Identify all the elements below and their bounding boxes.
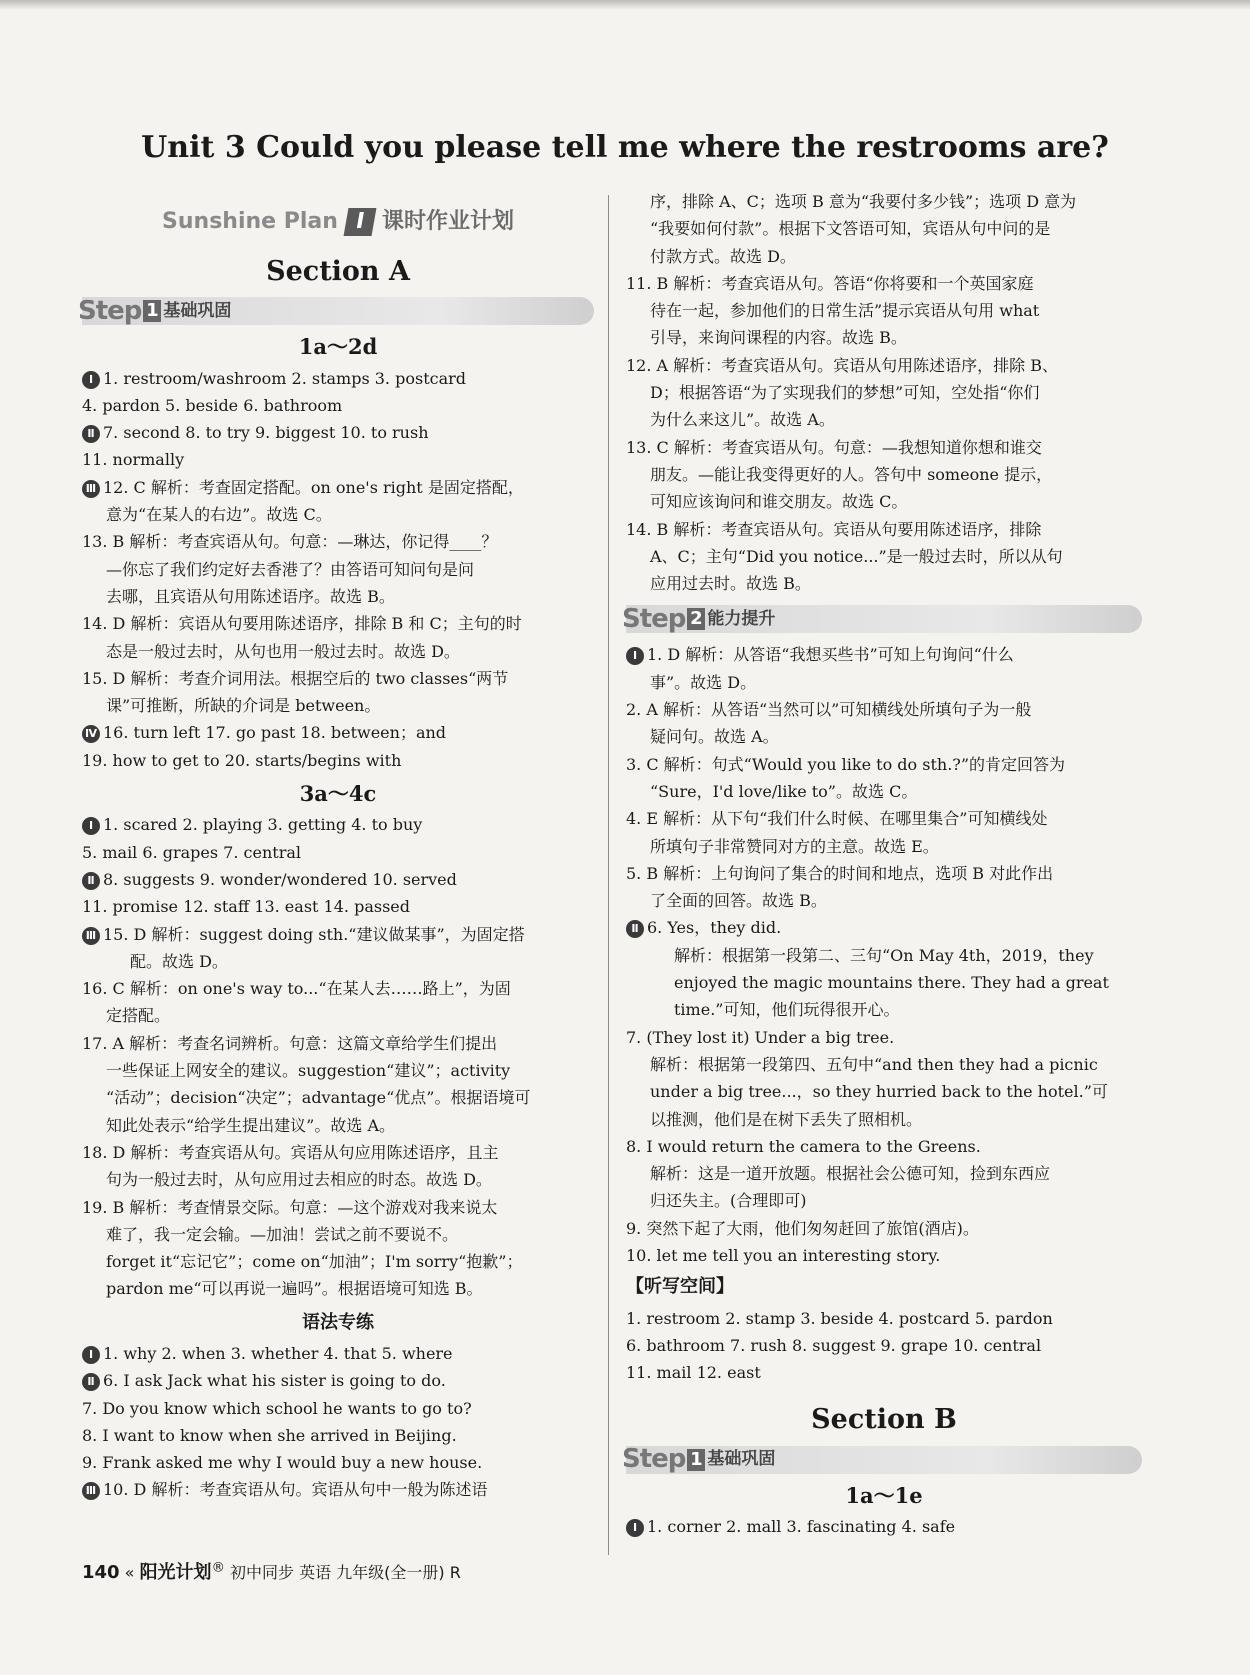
answer-line: 2. A 解析：从答语“当然可以”可知横线处所填句子为一般 <box>626 700 1032 720</box>
subheading-3a-4c: 3a～4c <box>299 781 377 807</box>
section-a-title: Section A <box>266 256 410 287</box>
answer-line: 意为“在某人的右边”。故选 C。 <box>106 505 332 525</box>
answer-line: 疑问句。故选 A。 <box>650 727 779 747</box>
answer-line: D；根据答语“为了实现我们的梦想”可知，空处指“你们 <box>650 383 1040 403</box>
answer-line: 定搭配。 <box>106 1006 171 1026</box>
answer-line: 以推测，他们是在树下丢失了照相机。 <box>650 1109 923 1129</box>
answer-line: Ⅳ 16. turn left 17. go past 18. between；and <box>82 719 594 746</box>
answer-line: “活动”；decision“决定”；advantage“优点”。根据语境可 <box>106 1088 531 1108</box>
answer-line: 付款方式。故选 D。 <box>650 246 796 266</box>
subheading-1a-2d: 1a～2d <box>298 334 378 360</box>
answer-line: 11. B 解析：考查宾语从句。答语“你将要和一个英国家庭 <box>626 273 1034 293</box>
brand-name: 阳光计划 <box>139 1562 212 1583</box>
sunshine-plan-heading <box>82 208 594 248</box>
unit-title: Unit 3 Could you please tell me where the restrooms are? <box>141 130 1109 165</box>
answer-line: A、C；主句“Did you notice...”是一般过去时，所以从句 <box>650 546 1063 566</box>
answer-line: 应用过去时。故选 B。 <box>650 574 811 594</box>
answer-line: pardon me“可以再说一遍吗”。根据语境可知选 B。 <box>106 1279 483 1299</box>
answer-line: 归还失主。(合理即可) <box>650 1191 807 1211</box>
answer-line: 待在一起，参加他们的日常生活”提示宾语从句用 what <box>650 301 1040 321</box>
answer-line: 课”可推断，所缺的介词是 between。 <box>106 696 381 716</box>
answer-line: 句为一般过去时，从句应用过去相应的时态。故选 D。 <box>106 1170 492 1190</box>
answer-line: Ⅱ 8. suggests 9. wonder/wondered 10. served <box>82 866 594 893</box>
step1-banner: Step 1 基础巩固 <box>82 297 594 325</box>
answer-line: 所填句子非常赞同对方的主意。故选 E。 <box>650 836 939 856</box>
page-top-edge <box>0 0 1250 10</box>
answer-line: Ⅰ 1. corner 2. mall 3. fascinating 4. safe <box>626 1513 1142 1540</box>
answer-line: Ⅰ 1. why 2. when 3. whether 4. that 5. where <box>82 1340 594 1367</box>
answer-line: 13. B 解析：考查宾语从句。句意：—琳达，你记得____？ <box>82 532 498 552</box>
answer-line: 解析：这是一道开放题。根据社会公德可知，捡到东西应 <box>650 1164 1051 1184</box>
answer-line: Ⅰ 1. restroom/washroom 2. stamps 3. postcard <box>82 365 594 392</box>
answer-line: 11. normally <box>82 450 185 470</box>
answer-line: 解析：根据第一段第四、五句中“and then they had a picnic <box>650 1054 1098 1074</box>
answer-line: 3. C 解析：句式“Would you like to do sth.?”的肯定回答为 <box>626 754 1066 774</box>
answer-line: 10. let me tell you an interesting story. <box>626 1245 941 1265</box>
answer-line: 15. D 解析：考查介词用法。根据空后的 two classes“两节 <box>82 668 509 688</box>
listen-space-title: 【听写空间】 <box>626 1276 734 1298</box>
answer-line: 5. B 解析：上句询问了集合的时间和地点，选项 B 对此作出 <box>626 863 1054 883</box>
answer-line: 朋友。—能让我变得更好的人。答句中 someone 提示， <box>650 464 1053 484</box>
answer-line: 14. D 解析：宾语从句要用陈述语序，排除 B 和 C；主句的时 <box>82 614 522 634</box>
answer-line: Ⅱ 6. Yes，they did. <box>626 914 1142 941</box>
answer-line: 16. C 解析：on one's way to...“在某人去……路上”，为固 <box>82 979 511 999</box>
answer-line: under a big tree...，so they hurried back to the hotel.”可 <box>650 1082 1108 1102</box>
answer-line: 18. D 解析：考查宾语从句。宾语从句应用陈述语序，且主 <box>82 1142 499 1162</box>
answer-line: 了全面的回答。故选 B。 <box>650 891 827 911</box>
answer-line: 去哪，且宾语从句用陈述语序。故选 B。 <box>106 586 395 606</box>
plan-cn: 课时作业计划 <box>381 209 514 234</box>
step1-banner-b: Step 1 基础巩固 <box>626 1446 1142 1474</box>
answer-line: 事”。故选 D。 <box>650 672 757 692</box>
answer-line: 为什么来这儿”。故选 A。 <box>650 410 835 430</box>
answer-line: 6. bathroom 7. rush 8. suggest 9. grape 10. central <box>626 1335 1042 1355</box>
page-number: 140 <box>82 1562 120 1583</box>
answer-line: Ⅰ 1. D 解析：从答语“我想买些书”可知上句询问“什么 <box>626 641 1142 668</box>
answer-line: 9. 突然下起了大雨，他们匆匆赶回了旅馆(酒店)。 <box>626 1218 979 1238</box>
answer-line: —你忘了我们约定好去香港了？由答语可知问句是问 <box>106 559 475 579</box>
answer-line: 13. C 解析：考查宾语从句。句意：—我想知道你想和谁交 <box>626 437 1042 457</box>
answer-line: 11. promise 12. staff 13. east 14. passed <box>82 897 410 917</box>
answer-line: 11. mail 12. east <box>626 1363 761 1383</box>
answer-line: enjoyed the magic mountains there. They had a great <box>674 973 1109 993</box>
left-column <box>78 200 594 1504</box>
plan-num: I <box>343 208 376 236</box>
roman-numeral-1: Ⅰ <box>82 371 100 389</box>
answer-line: 8. I want to know when she arrived in Beijing. <box>82 1425 457 1445</box>
answer-line: Ⅱ 7. second 8. to try 9. biggest 10. to rush <box>82 419 594 446</box>
answer-line: 9. Frank asked me why I would buy a new house. <box>82 1453 483 1473</box>
answer-line: 4. E 解析：从下句“我们什么时候、在哪里集合”可知横线处 <box>626 809 1048 829</box>
answer-line: “Sure，I'd love/like to”。故选 C。 <box>650 781 918 801</box>
answer-line: 难了，我一定会输。—加油！尝试之前不要说不。 <box>106 1224 459 1244</box>
answer-line: 19. how to get to 20. starts/begins with <box>82 750 402 770</box>
step2-banner: Step 2 能力提升 <box>626 605 1142 633</box>
answer-line: Ⅲ 15. D 解析：suggest doing sth.“建议做某事”，为固定搭 <box>82 921 594 948</box>
chevron-left-icon: « <box>124 1563 135 1582</box>
answer-line: 知此处表示“给学生提出建议”。故选 A。 <box>106 1115 396 1135</box>
answer-line: 14. B 解析：考查宾语从句。宾语从句要用陈述语序，排除 <box>626 519 1042 539</box>
answer-line: 5. mail 6. grapes 7. central <box>82 842 301 862</box>
column-divider <box>608 195 609 1555</box>
roman-numeral-2: Ⅱ <box>82 425 100 443</box>
roman-numeral-4: Ⅳ <box>82 725 100 743</box>
right-column <box>622 188 1142 1540</box>
subheading-grammar: 语法专练 <box>302 1311 374 1333</box>
answer-line: 7. (They lost it) Under a big tree. <box>626 1027 895 1047</box>
answer-line: 8. I would return the camera to the Greens. <box>626 1136 981 1156</box>
answer-line: Ⅲ 10. D 解析：考查宾语从句。宾语从句中一般为陈述语 <box>82 1476 594 1503</box>
answer-line: Ⅲ 12. C 解析：考查固定搭配。on one's right 是固定搭配， <box>82 474 594 501</box>
answer-line: Ⅱ 6. I ask Jack what his sister is going to do. <box>82 1367 594 1394</box>
answer-line: 一些保证上网安全的建议。suggestion“建议”；activity <box>106 1061 511 1081</box>
answer-line: 4. pardon 5. beside 6. bathroom <box>82 395 343 415</box>
answer-line: 配。故选 D。 <box>130 951 228 971</box>
page-footer: 140 « 阳光计划® 初中同步 英语 九年级(全一册) R <box>82 1560 461 1583</box>
answer-line: 解析：根据第一段第二、三句“On May 4th，2019，they <box>674 945 1094 965</box>
answer-line: 序，排除 A、C；选项 B 意为“我要付多少钱”；选项 D 意为 <box>650 192 1077 211</box>
answer-line: 17. A 解析：考查名词辨析。句意：这篇文章给学生们提出 <box>82 1033 498 1053</box>
answer-line: Ⅰ 1. scared 2. playing 3. getting 4. to buy <box>82 811 594 838</box>
answer-line: 1. restroom 2. stamp 3. beside 4. postcard 5. pardon <box>626 1308 1053 1328</box>
answer-line: 12. A 解析：考查宾语从句。宾语从句用陈述语序，排除 B、 <box>626 355 1059 375</box>
answer-line: forget it“忘记它”；come on“加油”；I'm sorry“抱歉”； <box>106 1252 523 1272</box>
answer-line: 可知应该询问和谁交朋友。故选 C。 <box>650 492 908 512</box>
book-info: 初中同步 英语 九年级(全一册) R <box>229 1563 461 1582</box>
section-b-title: Section B <box>811 1404 957 1436</box>
roman-numeral-3: Ⅲ <box>82 480 100 498</box>
answer-line: 态是一般过去时，从句也用一般过去时。故选 D。 <box>106 641 460 661</box>
answer-line: time.”可知，他们玩得很开心。 <box>674 1000 900 1020</box>
answer-line: “我要如何付款”。根据下文答语可知，宾语从句中问的是 <box>650 219 1051 239</box>
answer-line: 19. B 解析：考查情景交际。句意：—这个游戏对我来说太 <box>82 1197 498 1217</box>
subheading-1a-1e: 1a～1e <box>845 1482 923 1508</box>
answer-line: 7. Do you know which school he wants to go to? <box>82 1398 472 1418</box>
answer-line: 引导，来询问课程的内容。故选 B。 <box>650 328 907 348</box>
plan-en: Sunshine Plan <box>162 209 338 234</box>
